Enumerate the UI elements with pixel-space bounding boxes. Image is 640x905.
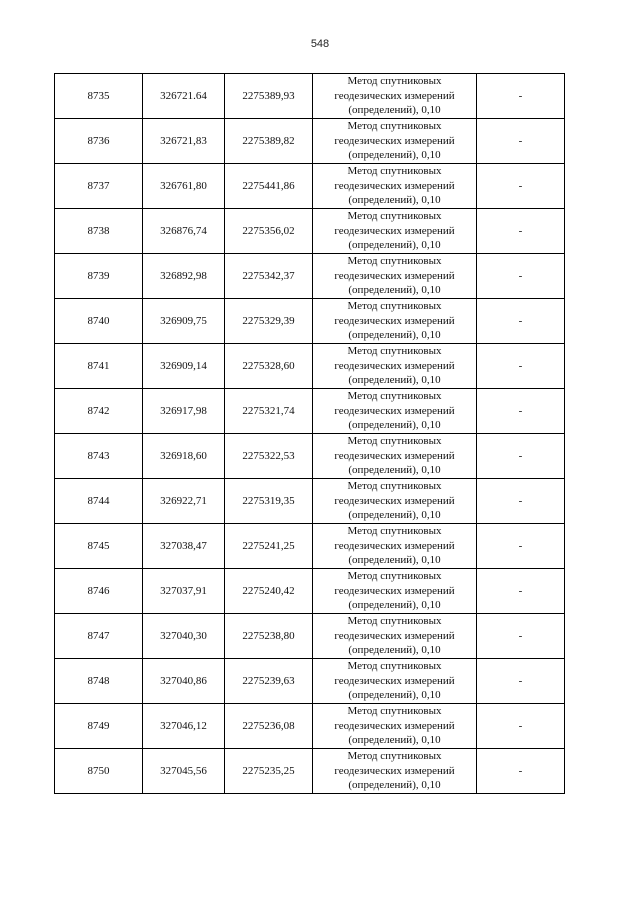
method-cell (313, 569, 477, 614)
y-coordinate-cell: 2275441,86 (225, 164, 313, 209)
method-text-line: Метод спутниковых (347, 165, 442, 178)
x-coordinate-cell: 327046,12 (143, 704, 225, 749)
table-row (55, 659, 565, 704)
point-number-cell: 8740 (55, 299, 143, 344)
method-cell (313, 749, 477, 794)
y-coordinate-cell: 2275356,02 (225, 209, 313, 254)
description-cell: - (477, 749, 565, 794)
point-number-cell: 8744 (55, 479, 143, 524)
description-cell: - (477, 569, 565, 614)
y-coordinate-cell: 2275235,25 (225, 749, 313, 794)
method-text-line: (определений), 0,10 (348, 194, 441, 207)
coordinates-table-body (55, 74, 565, 794)
description-cell: - (477, 254, 565, 299)
x-coordinate-cell: 326761,80 (143, 164, 225, 209)
table-row (55, 479, 565, 524)
method-text-line: Метод спутниковых (347, 480, 442, 493)
point-number-cell: 8739 (55, 254, 143, 299)
method-text-line: Метод спутниковых (347, 300, 442, 313)
table-row (55, 389, 565, 434)
y-coordinate-cell: 2275342,37 (225, 254, 313, 299)
description-cell: - (477, 209, 565, 254)
description-cell: - (477, 434, 565, 479)
method-text-line: Метод спутниковых (347, 120, 442, 133)
method-text-line: геодезических измерений (334, 674, 455, 687)
method-text-line: геодезических измерений (334, 764, 455, 777)
method-text-line: Метод спутниковых (347, 435, 442, 448)
x-coordinate-cell: 326922,71 (143, 479, 225, 524)
method-text-line: Метод спутниковых (347, 75, 442, 88)
x-coordinate-cell: 326876,74 (143, 209, 225, 254)
method-text-line: (определений), 0,10 (348, 149, 441, 162)
method-text-line: геодезических измерений (334, 404, 455, 417)
y-coordinate-cell: 2275322,53 (225, 434, 313, 479)
method-cell (313, 479, 477, 524)
description-cell: - (477, 479, 565, 524)
table-row (55, 524, 565, 569)
method-cell (313, 704, 477, 749)
method-text-line: Метод спутниковых (347, 660, 442, 673)
method-text-line: Метод спутниковых (347, 750, 442, 763)
point-number-cell: 8738 (55, 209, 143, 254)
method-text-line: геодезических измерений (334, 89, 455, 102)
point-number-cell: 8741 (55, 344, 143, 389)
point-number-cell: 8735 (55, 74, 143, 119)
method-cell (313, 299, 477, 344)
point-number-cell: 8746 (55, 569, 143, 614)
method-text-line: (определений), 0,10 (348, 734, 441, 747)
method-text-line: геодезических измерений (334, 584, 455, 597)
x-coordinate-cell: 326909,14 (143, 344, 225, 389)
method-text-line: геодезических измерений (334, 719, 455, 732)
method-text-line: геодезических измерений (334, 359, 455, 372)
y-coordinate-cell: 2275236,08 (225, 704, 313, 749)
table-row (55, 164, 565, 209)
method-cell (313, 389, 477, 434)
description-cell: - (477, 659, 565, 704)
table-row (55, 74, 565, 119)
table-row (55, 614, 565, 659)
description-cell: - (477, 524, 565, 569)
description-cell: - (477, 614, 565, 659)
y-coordinate-cell: 2275238,80 (225, 614, 313, 659)
x-coordinate-cell: 326892,98 (143, 254, 225, 299)
method-text-line: геодезических измерений (334, 449, 455, 462)
method-text-line: (определений), 0,10 (348, 644, 441, 657)
description-cell: - (477, 704, 565, 749)
method-text-line: Метод спутниковых (347, 705, 442, 718)
x-coordinate-cell: 326721,83 (143, 119, 225, 164)
method-text-line: Метод спутниковых (347, 525, 442, 538)
x-coordinate-cell: 326918,60 (143, 434, 225, 479)
table-row (55, 209, 565, 254)
method-text-line: (определений), 0,10 (348, 284, 441, 297)
point-number-cell: 8737 (55, 164, 143, 209)
table-row (55, 704, 565, 749)
method-cell (313, 614, 477, 659)
method-text-line: (определений), 0,10 (348, 554, 441, 567)
point-number-cell: 8745 (55, 524, 143, 569)
method-text-line: Метод спутниковых (347, 345, 442, 358)
method-cell (313, 209, 477, 254)
method-text-line: (определений), 0,10 (348, 779, 441, 792)
point-number-cell: 8750 (55, 749, 143, 794)
method-text-line: геодезических измерений (334, 629, 455, 642)
method-cell (313, 119, 477, 164)
y-coordinate-cell: 2275389,82 (225, 119, 313, 164)
method-text-line: геодезических измерений (334, 314, 455, 327)
y-coordinate-cell: 2275241,25 (225, 524, 313, 569)
method-text-line: геодезических измерений (334, 539, 455, 552)
method-text-line: Метод спутниковых (347, 390, 442, 403)
description-cell: - (477, 299, 565, 344)
method-text-line: Метод спутниковых (347, 615, 442, 628)
x-coordinate-cell: 327040,30 (143, 614, 225, 659)
description-cell: - (477, 389, 565, 434)
method-cell (313, 524, 477, 569)
y-coordinate-cell: 2275329,39 (225, 299, 313, 344)
x-coordinate-cell: 327038,47 (143, 524, 225, 569)
method-cell (313, 434, 477, 479)
method-cell (313, 659, 477, 704)
description-cell: - (477, 74, 565, 119)
method-text-line: геодезических измерений (334, 179, 455, 192)
table-row (55, 569, 565, 614)
method-text-line: (определений), 0,10 (348, 239, 441, 252)
method-text-line: (определений), 0,10 (348, 374, 441, 387)
x-coordinate-cell: 326909,75 (143, 299, 225, 344)
method-text-line: геодезических измерений (334, 134, 455, 147)
page-number: 548 (310, 38, 330, 50)
method-cell (313, 164, 477, 209)
y-coordinate-cell: 2275240,42 (225, 569, 313, 614)
coordinates-table (54, 73, 565, 794)
y-coordinate-cell: 2275389,93 (225, 74, 313, 119)
description-cell: - (477, 164, 565, 209)
table-row (55, 254, 565, 299)
method-text-line: геодезических измерений (334, 494, 455, 507)
method-text-line: геодезических измерений (334, 224, 455, 237)
x-coordinate-cell: 327040,86 (143, 659, 225, 704)
x-coordinate-cell: 326721.64 (143, 74, 225, 119)
x-coordinate-cell: 327037,91 (143, 569, 225, 614)
method-text-line: Метод спутниковых (347, 570, 442, 583)
method-text-line: геодезических измерений (334, 269, 455, 282)
method-text-line: Метод спутниковых (347, 255, 442, 268)
x-coordinate-cell: 326917,98 (143, 389, 225, 434)
y-coordinate-cell: 2275328,60 (225, 344, 313, 389)
point-number-cell: 8736 (55, 119, 143, 164)
y-coordinate-cell: 2275319,35 (225, 479, 313, 524)
description-cell: - (477, 119, 565, 164)
point-number-cell: 8743 (55, 434, 143, 479)
table-row (55, 344, 565, 389)
method-cell (313, 344, 477, 389)
x-coordinate-cell: 327045,56 (143, 749, 225, 794)
table-row (55, 434, 565, 479)
y-coordinate-cell: 2275321,74 (225, 389, 313, 434)
method-text-line: (определений), 0,10 (348, 419, 441, 432)
method-text-line: (определений), 0,10 (348, 689, 441, 702)
method-text-line: (определений), 0,10 (348, 104, 441, 117)
method-text-line: (определений), 0,10 (348, 329, 441, 342)
method-cell (313, 74, 477, 119)
method-text-line: (определений), 0,10 (348, 509, 441, 522)
method-text-line: (определений), 0,10 (348, 599, 441, 612)
description-cell: - (477, 344, 565, 389)
point-number-cell: 8747 (55, 614, 143, 659)
point-number-cell: 8748 (55, 659, 143, 704)
method-text-line: Метод спутниковых (347, 210, 442, 223)
method-text-line: (определений), 0,10 (348, 464, 441, 477)
point-number-cell: 8749 (55, 704, 143, 749)
y-coordinate-cell: 2275239,63 (225, 659, 313, 704)
point-number-cell: 8742 (55, 389, 143, 434)
table-row (55, 119, 565, 164)
method-cell (313, 254, 477, 299)
table-row (55, 299, 565, 344)
table-row (55, 749, 565, 794)
